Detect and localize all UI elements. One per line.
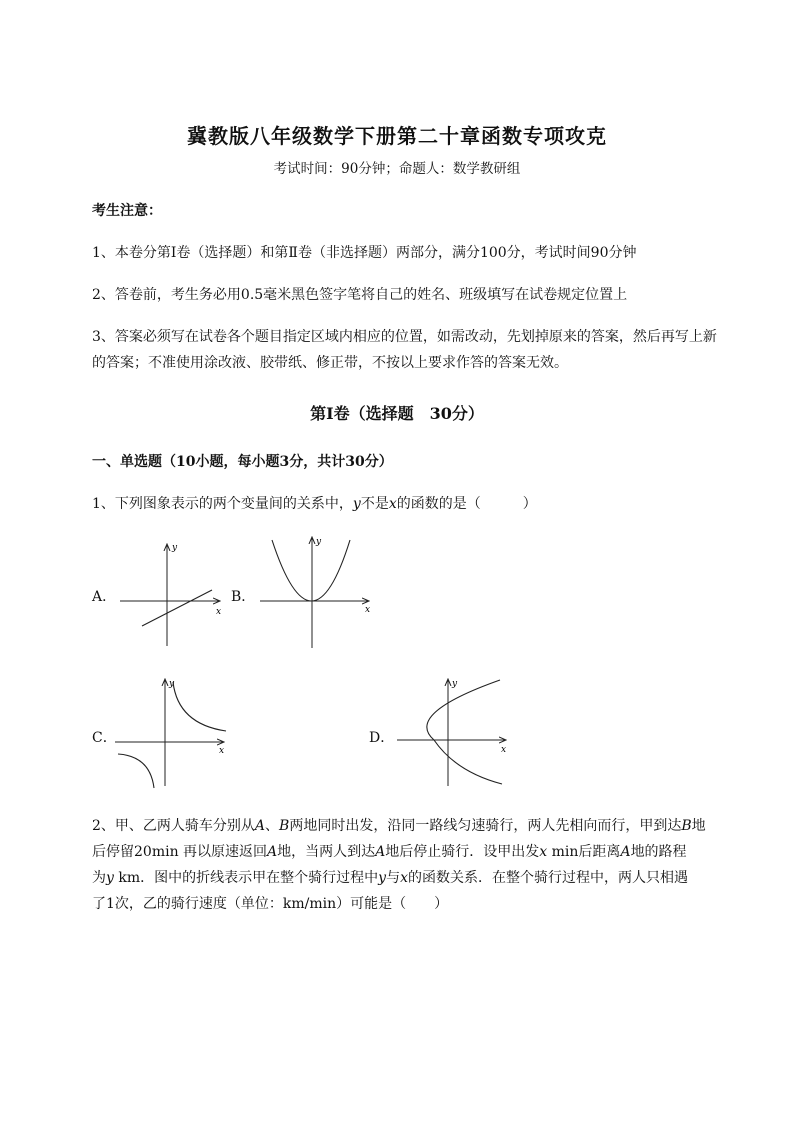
x-axis-label: x [501,745,507,755]
notice-item-3-line-1: 3、答案必须写在试卷各个题目指定区域内相应的位置，如需改动，先划掉原来的答案，然后再写上新 [92,329,717,345]
option-a-label: A． [92,589,117,605]
option-d-label: D． [369,730,395,746]
exam-info: 考试时间：90分钟；命题人：数学教研组 [273,161,521,177]
question-2-line-3: 为y km．图中的折线表示甲在整个骑行过程中y与x的函数关系．在整个骑行过程中，两人只相遇 [92,870,688,886]
y-axis-label: y [316,537,322,547]
question-2-line-4: 了1次，乙的骑行速度（单位：km/min）可能是（ ） [92,896,449,912]
notice-item-2: 2、答卷前，考生务必用0.5毫米黑色签字笔将自己的姓名、班级填写在试卷规定位置上 [92,287,628,303]
hyperbola-branch-1 [173,682,226,731]
hyperbola-branch-2 [118,754,154,788]
question-2-line-1: 2、甲、乙两人骑车分别从A、B两地同时出发，沿同一路线匀速骑行，两人先相向而行，甲到达B地 [92,818,706,834]
x-axis-label: x [365,605,371,615]
x-axis-label: x [216,607,222,617]
y-axis-label: y [172,543,178,553]
option-b-graph [255,534,377,652]
option-d-graph [394,676,514,790]
question-1-stem: 1、下列图象表示的两个变量间的关系中，y不是x的函数的是（ ） [92,496,537,512]
option-c-graph [112,676,232,790]
question-2-line-2: 后停留20min 再以原速返回A地，当两人到达A地后停止骑行．设甲出发x min后距离A地的路程 [92,844,687,860]
parabola-curve [272,540,350,601]
option-b-label: B． [231,589,256,605]
y-axis-label: y [452,679,458,689]
y-axis-label: y [169,679,175,689]
page-title: 冀教版八年级数学下册第二十章函数专项攻克 [187,124,607,148]
option-a-graph [112,540,228,650]
notice-item-1: 1、本卷分第Ⅰ卷（选择题）和第Ⅱ卷（非选择题）两部分，满分100分，考试时间90分钟 [92,245,637,261]
notice-item-3-line-2: 的答案；不准使用涂改液、胶带纸、修正带，不按以上要求作答的答案无效。 [92,355,568,371]
x-axis-label: x [219,746,225,756]
linear-graph-line [142,590,212,626]
section-title: 第Ⅰ卷（选择题 30分） [310,404,484,423]
part-heading: 一、单选题（10小题，每小题3分，共计30分） [92,454,393,470]
notice-heading: 考生注意： [92,203,162,219]
sideways-parabola-curve [427,680,502,784]
option-c-label: C． [92,730,117,746]
